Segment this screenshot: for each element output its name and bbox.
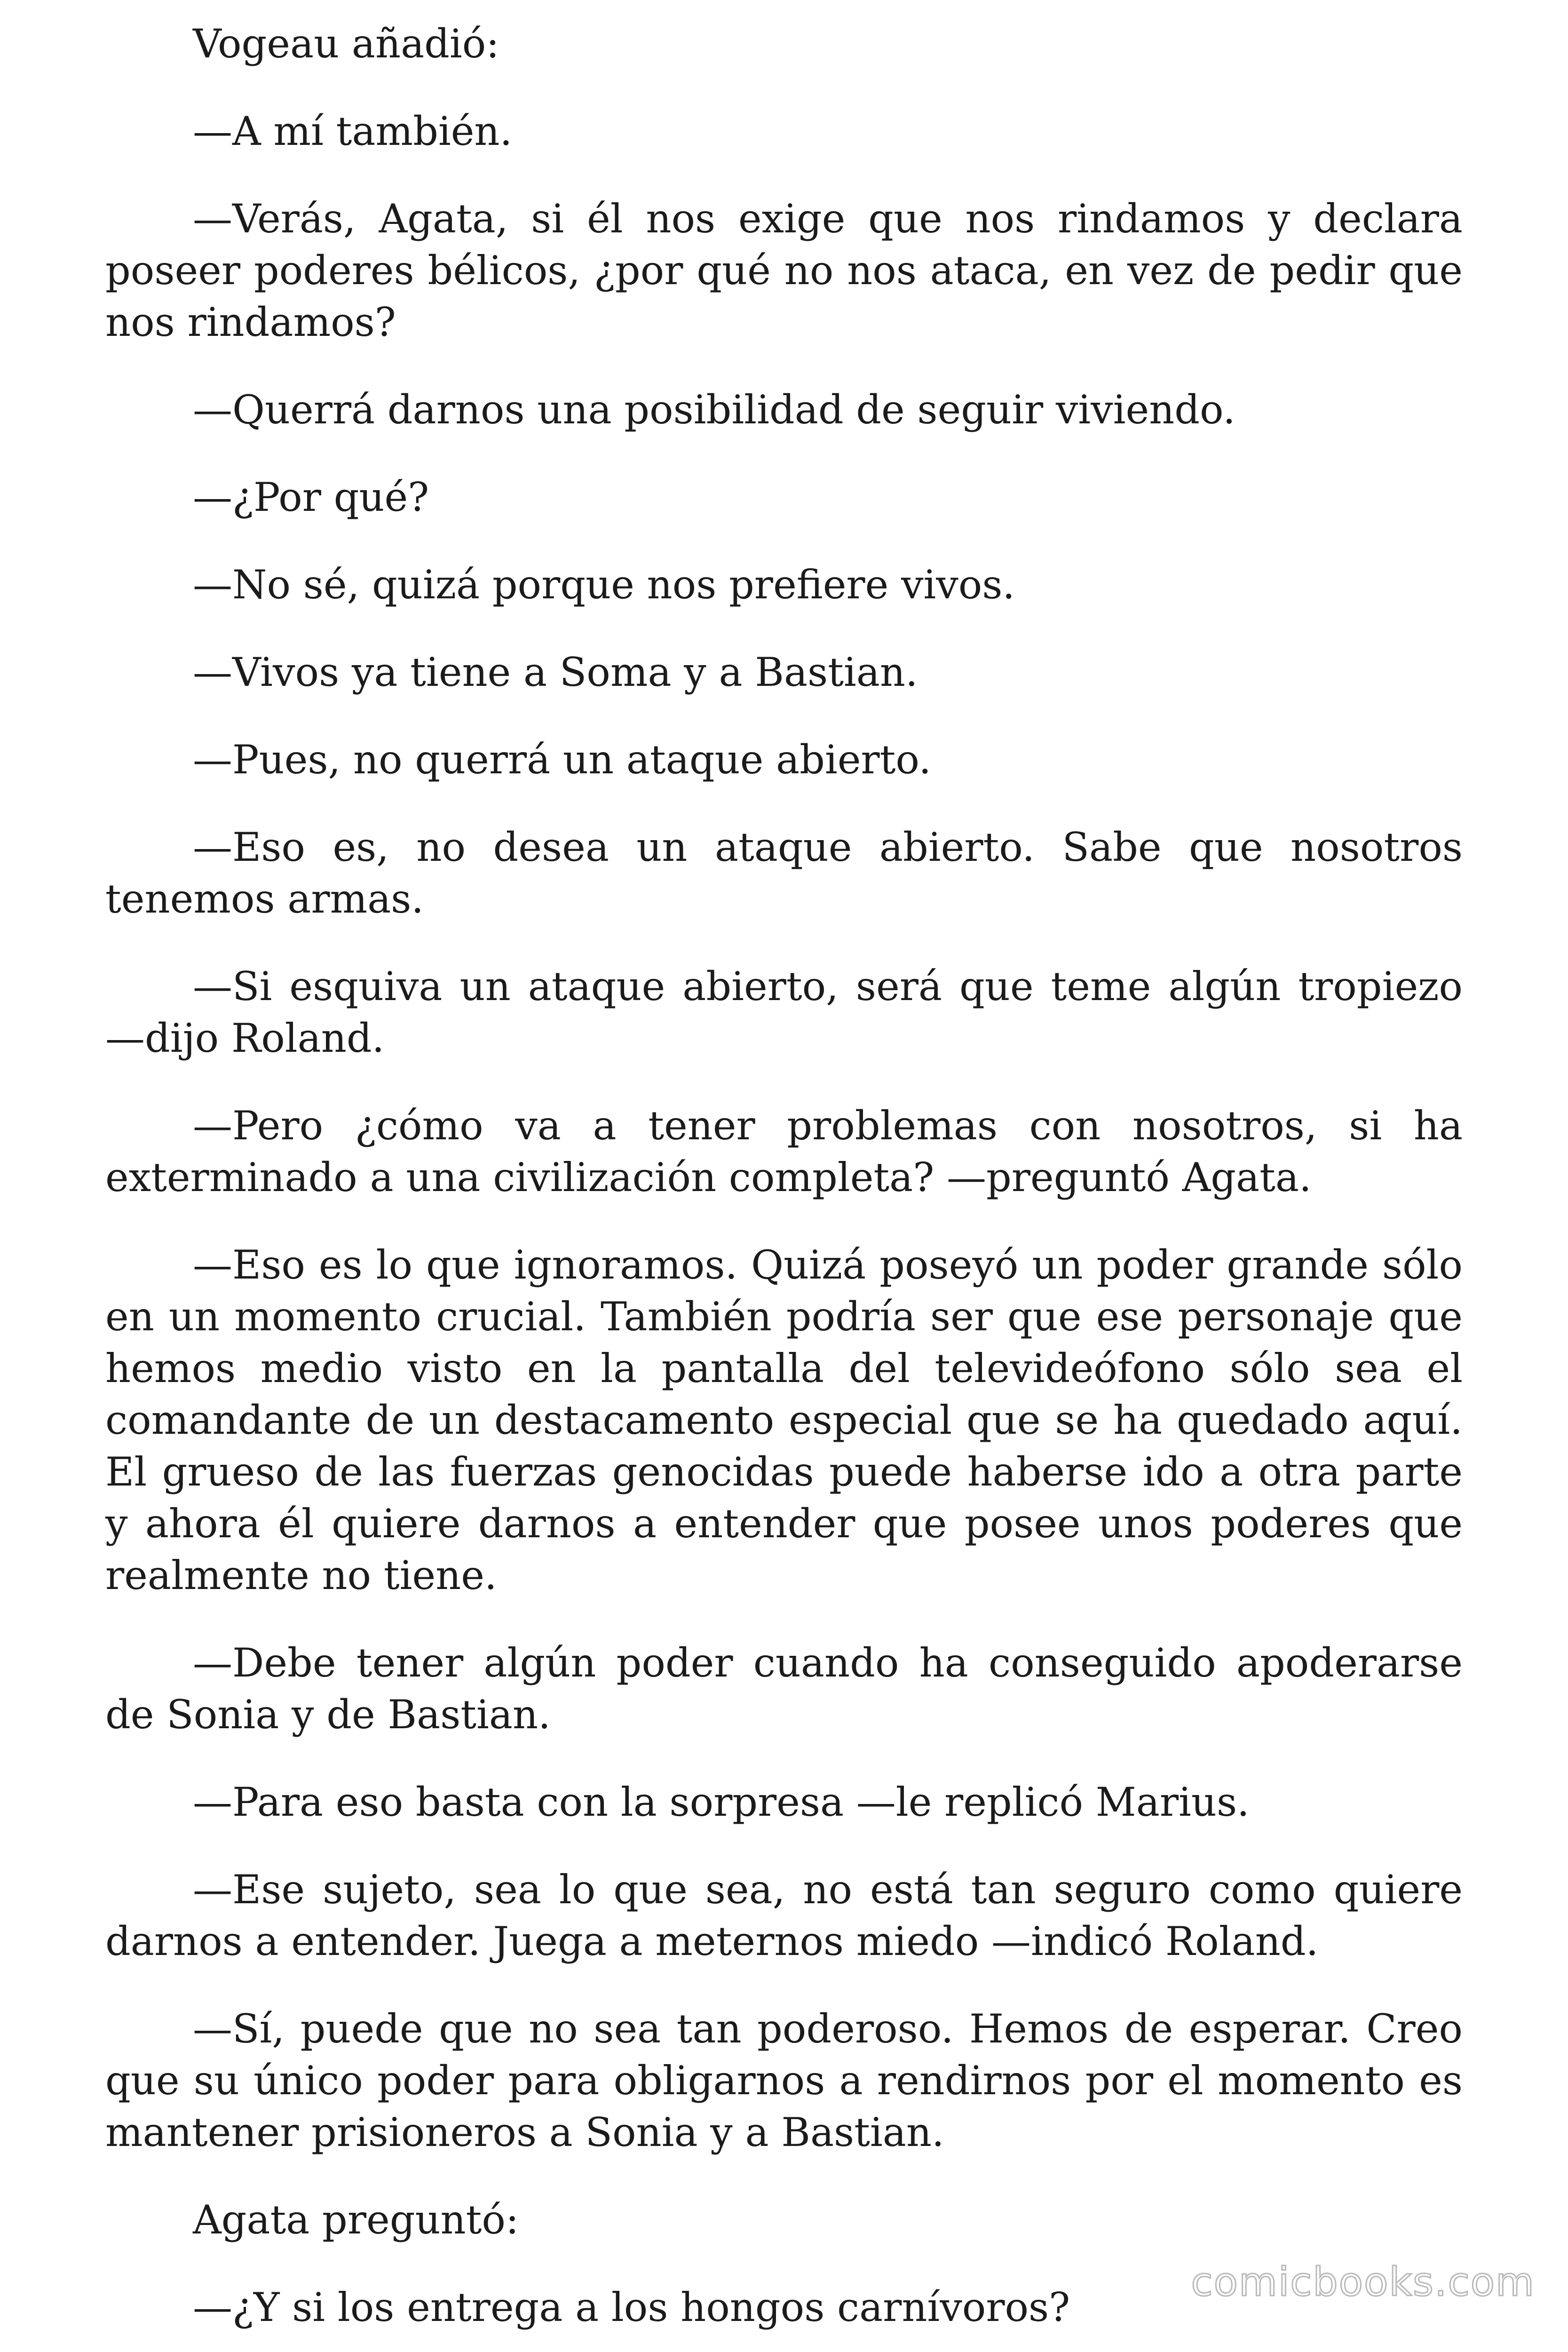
paragraph: —Debe tener algún poder cuando ha conseguido apoderarse de Sonia y de Bastian.	[105, 1640, 1463, 1738]
paragraph: —Vivos ya tiene a Soma y a Bastian.	[193, 649, 918, 695]
paragraph: —A mí también.	[193, 108, 513, 154]
body-text	[105, 18, 1463, 2352]
paragraph: —Eso es lo que ignoramos. Quizá poseyó un poder grande sólo en un momento crucial. También podría ser que ese personaje que hemos medio visto en la pantalla del televideófono sólo sea el comandante de un destacamento especial que se ha quedado aquí. El grueso de las fuerzas genocidas puede haberse ido a otra parte y ahora él quiere darnos a entender que posee unos poderes que realmente no tiene.	[105, 1242, 1463, 1598]
paragraph: —No sé, quizá porque nos prefiere vivos.	[193, 562, 1015, 608]
paragraph: Agata preguntó:	[193, 2197, 519, 2243]
paragraph: —Pero ¿cómo va a tener problemas con nosotros, si ha exterminado a una civilización completa? —preguntó Agata.	[105, 1103, 1463, 1200]
paragraph: —Sí, puede que no sea tan poderoso. Hemos de esperar. Creo que su único poder para obligarnos a rendirnos por el momento es mantener prisioneros a Sonia y a Bastian.	[105, 2006, 1463, 2155]
paragraph: —Pues, no querrá un ataque abierto.	[193, 737, 932, 783]
paragraph: —Ese sujeto, sea lo que sea, no está tan seguro como quiere darnos a entender. Juega a meternos miedo —indicó Roland.	[105, 1867, 1463, 1964]
paragraph: —Para eso basta con la sorpresa —le replicó Marius.	[193, 1779, 1250, 1825]
paragraph: —Verás, Agata, si él nos exige que nos rindamos y declara poseer poderes bélicos, ¿por qué no nos ataca, en vez de pedir que nos rindamos?	[105, 196, 1463, 345]
watermark: comicbooks.com	[1191, 2259, 1535, 2305]
paragraph: —¿Por qué?	[193, 474, 429, 520]
paragraph: —¿Y si los entrega a los hongos carnívoros?	[193, 2284, 1070, 2330]
paragraph: —Si esquiva un ataque abierto, será que teme algún tropiezo —dijo Roland.	[105, 963, 1463, 1061]
paragraph: —Eso es, no desea un ataque abierto. Sabe que nosotros tenemos armas.	[105, 824, 1463, 922]
paragraph: Vogeau añadió:	[193, 21, 499, 67]
paragraph: —Querrá darnos una posibilidad de seguir viviendo.	[193, 387, 1235, 433]
